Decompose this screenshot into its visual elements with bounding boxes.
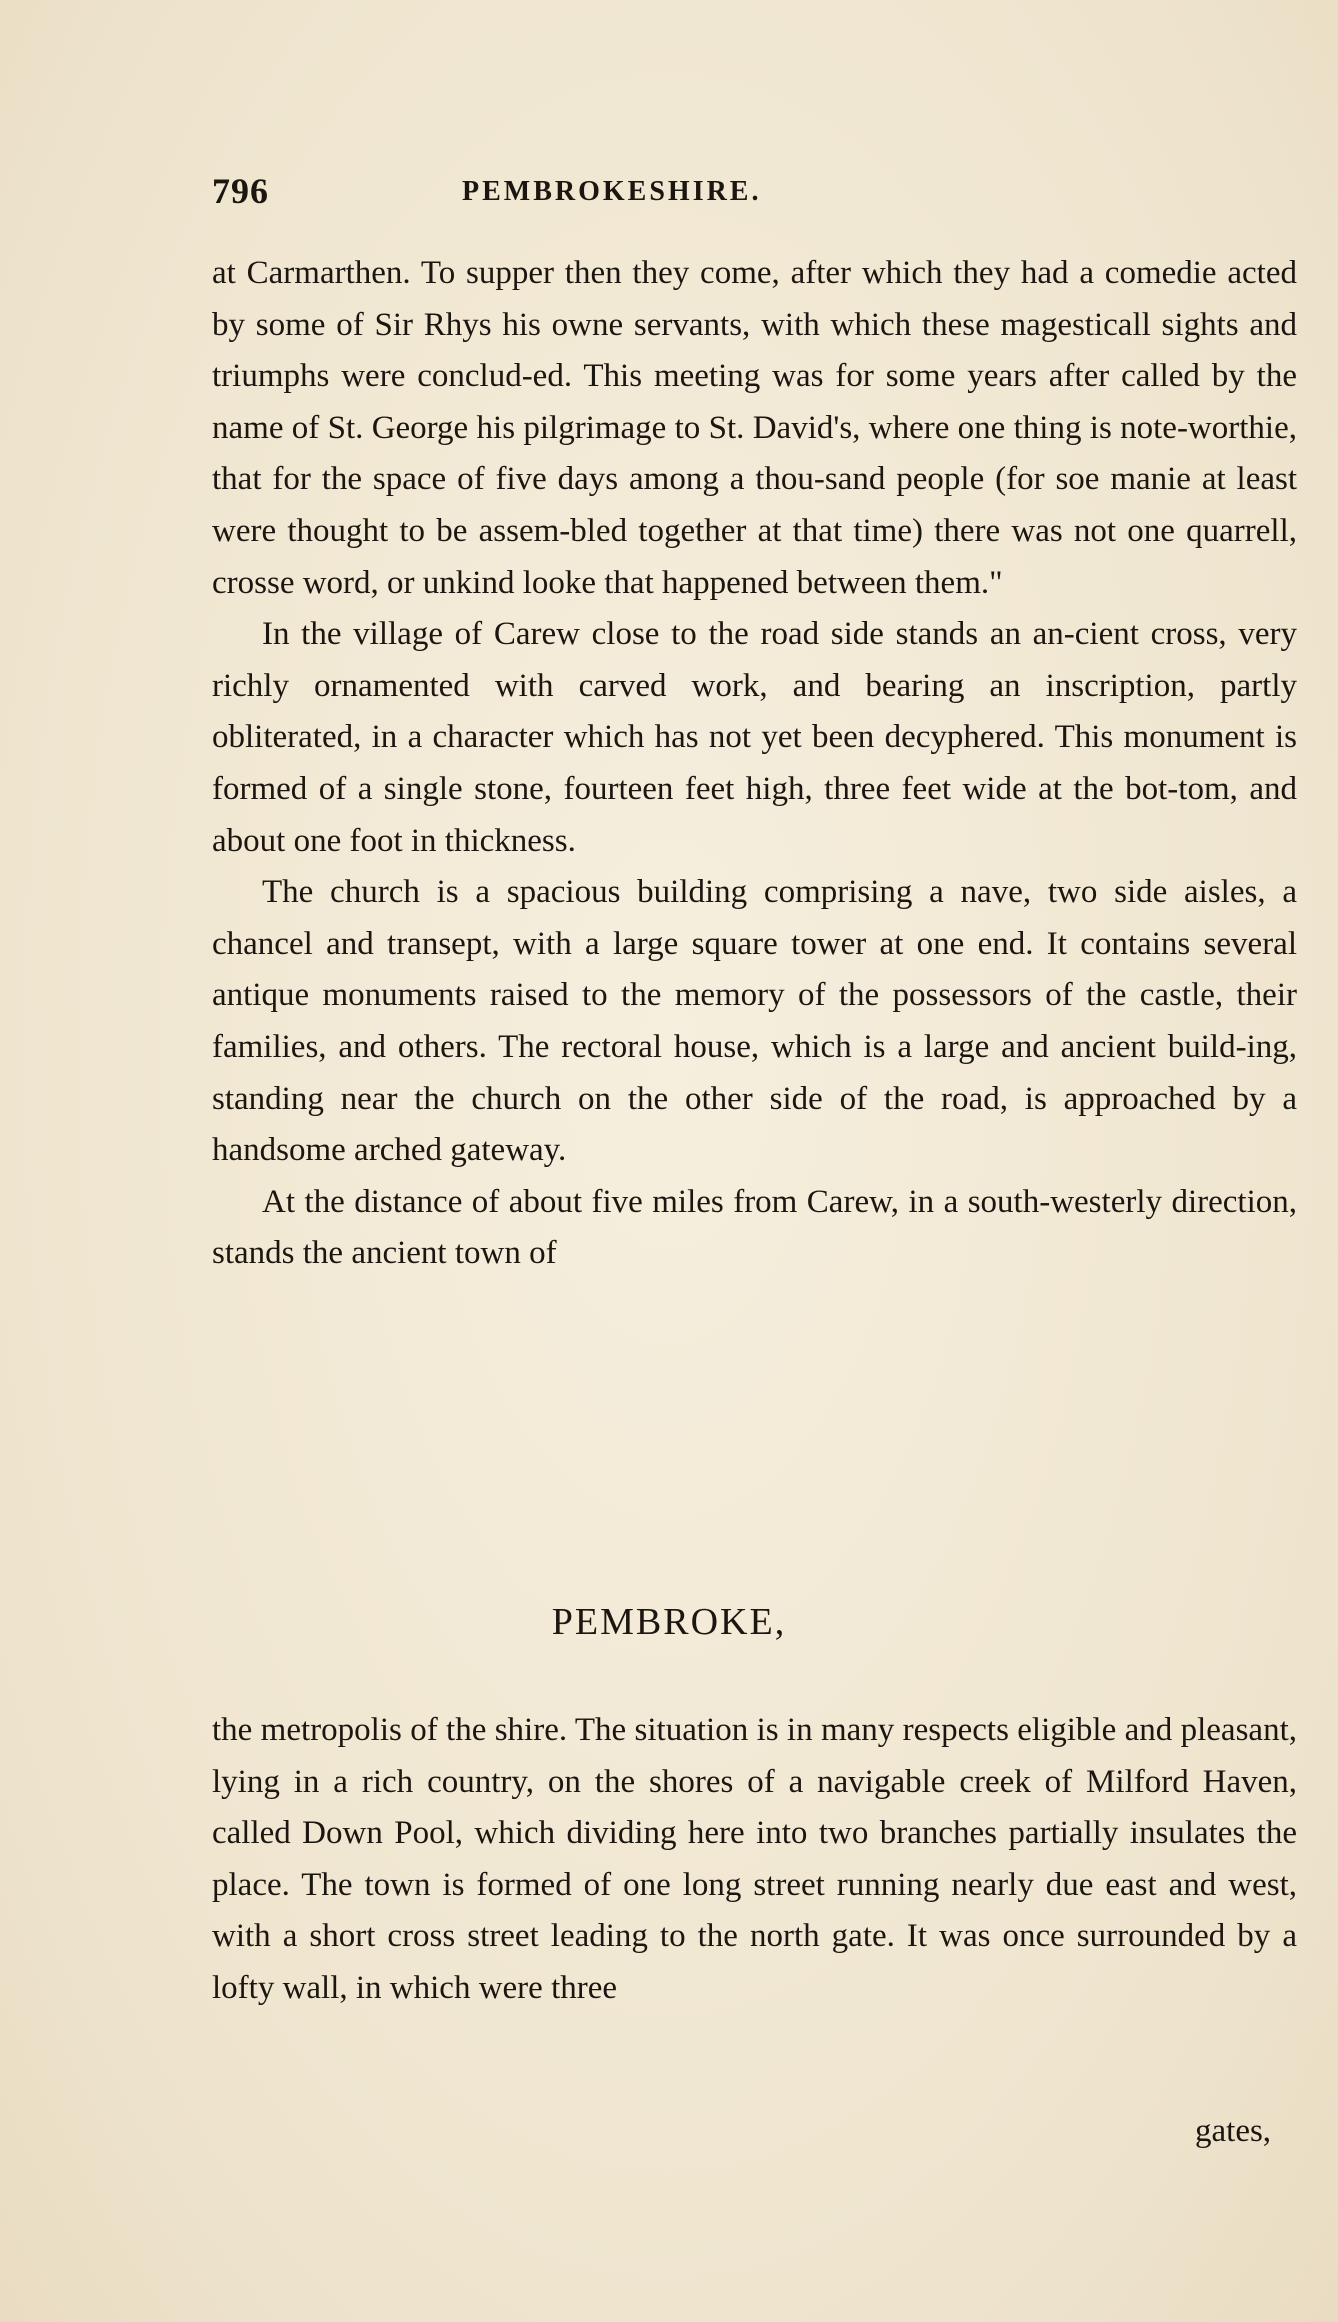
section-heading: PEMBROKE, [551, 1601, 787, 1643]
paragraph: the metropolis of the shire. The situation is in many respects eligible and pleasant, lying in a rich country, on the shores of a navigable creek of Milford Haven, called Down Pool, which dividing here into two branches partially insulates the place. The town is formed of one long street running nearly due east and west, with a short cross street leading to the north gate. It was once surrounded by a lofty wall, in which were three [212, 1712, 1297, 2006]
paragraph: The church is a spacious building comprising a nave, two side aisles, a chancel and transept, with a large square tower at one end. It contains several antique monuments raised to the memory of the possessors of the castle, their families, and others. The rectoral house, which is a large and ancient build-ing, standing near the church on the other side of the road, is approached by a handsome arched gateway. [212, 874, 1297, 1169]
page-header [212, 170, 972, 210]
paragraph: In the village of Carew close to the road side stands an an-cient cross, very richly ornamented with carved work, and bearing an inscription, partly obliterated, in a character which has not yet been decyphered. This monument is formed of a single stone, fourteen feet high, three feet wide at the bot-tom, and about one foot in thickness. [212, 616, 1297, 859]
body-text-bottom [212, 1705, 1297, 2015]
page-number: 796 [212, 171, 269, 211]
catchword: gates, [1195, 2113, 1272, 2149]
paragraph: at Carmarthen. To supper then they come, after which they had a comedie acted by some of Sir Rhys his owne servants, with which these magesticall sights and triumphs were conclud-ed. This meeting was for some years after called by the name of St. George his pilgrimage to St. David's, where one thing is note-worthie, that for the space of five days among a thou-sand people (for soe manie at least were thought to be assem-bled together at that time) there was not one quarrell, crosse word, or unkind looke that happened between them." [212, 255, 1297, 601]
body-text-top [212, 248, 1297, 1280]
paragraph: At the distance of about five miles from Carew, in a south-westerly direction, stands the ancient town of [212, 1183, 1297, 1272]
running-head: PEMBROKESHIRE. [462, 176, 762, 207]
